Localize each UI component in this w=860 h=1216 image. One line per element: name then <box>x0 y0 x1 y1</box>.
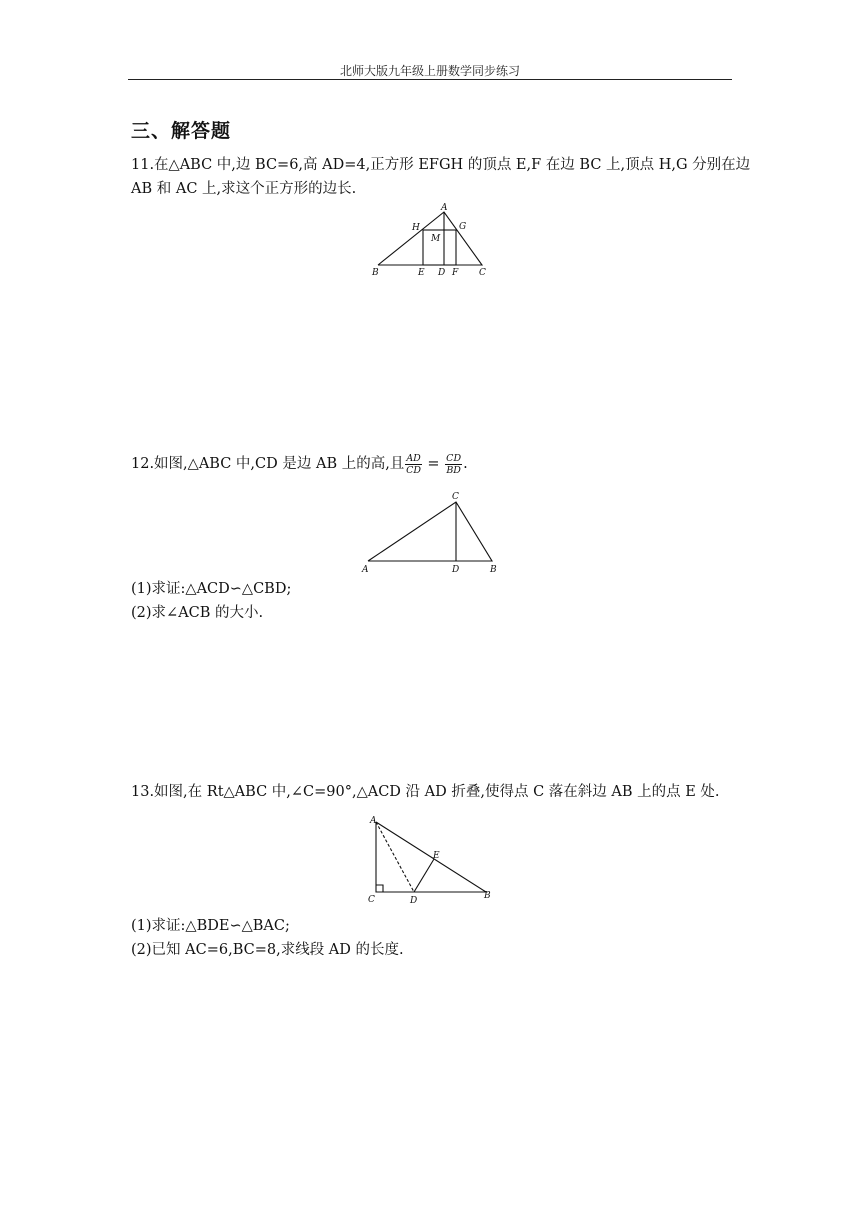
q12-text <box>131 452 468 476</box>
q13-segment-de <box>414 859 434 892</box>
q11-label-h: H <box>412 223 420 233</box>
q11-label-e: E <box>418 268 425 278</box>
q13-label-b: B <box>484 891 491 901</box>
q12-frac2-denominator: BD <box>446 464 461 476</box>
q13-text: 13.如图,在 Rt△ABC 中,∠C=90°,△ACD 沿 AD 折叠,使得点 C 落在斜边 AB 上的点 E 处. <box>131 784 720 800</box>
q12-frac2-numerator: CD <box>446 452 462 464</box>
q13-label-c: C <box>368 895 375 905</box>
q12-text-suffix: . <box>463 456 468 472</box>
q11-figure <box>366 200 496 280</box>
q13-right-angle-mark <box>376 885 383 892</box>
q13-fold-line-ad <box>376 822 414 892</box>
q13-label-a: A <box>370 816 377 826</box>
q11-label-g: G <box>459 222 467 232</box>
q12-label-d: D <box>452 565 460 575</box>
section-title: 三、解答题 <box>131 120 232 142</box>
q11-triangle-abc <box>378 212 482 265</box>
q11-text-line2: AB 和 AC 上,求这个正方形的边长. <box>131 181 357 197</box>
q12-part2: (2)求∠ACB 的大小. <box>131 605 264 621</box>
q12-triangle-abc <box>368 502 492 561</box>
q12-label-c: C <box>452 492 459 502</box>
page-header: 北师大版九年级上册数学同步练习 <box>339 64 520 78</box>
q11-label-d: D <box>438 268 446 278</box>
q12-text-prefix: 12.如图,△ABC 中,CD 是边 AB 上的高,且 <box>131 456 405 472</box>
header-rule <box>128 79 732 80</box>
q12-label-b: B <box>490 565 497 575</box>
q11-label-m: M <box>431 234 441 244</box>
q11-label-c: C <box>479 268 486 278</box>
q12-label-a: A <box>362 565 369 575</box>
q13-label-d: D <box>410 896 418 906</box>
q11-text-line1: 11.在△ABC 中,边 BC=6,高 AD=4,正方形 EFGH 的顶点 E,F 在边 BC 上,顶点 H,G 分别在边 <box>131 157 751 173</box>
q12-equals: = <box>427 456 440 472</box>
q13-triangle-abc <box>376 822 486 892</box>
q13-label-e: E <box>433 851 440 861</box>
q11-label-a: A <box>441 203 448 213</box>
q11-label-f: F <box>452 268 459 278</box>
q12-part1: (1)求证:△ACD∽△CBD; <box>131 581 292 597</box>
q13-part1: (1)求证:△BDE∽△BAC; <box>131 918 290 934</box>
q13-part2: (2)已知 AC=6,BC=8,求线段 AD 的长度. <box>131 942 404 958</box>
q13-figure <box>362 812 502 907</box>
q12-figure <box>356 488 506 578</box>
q12-frac1-numerator: AD <box>406 452 421 464</box>
q11-label-b: B <box>372 268 379 278</box>
q12-fraction-cd-bd <box>445 453 462 476</box>
q12-fraction-ad-cd <box>405 453 421 476</box>
q12-frac1-denominator: CD <box>406 464 421 476</box>
